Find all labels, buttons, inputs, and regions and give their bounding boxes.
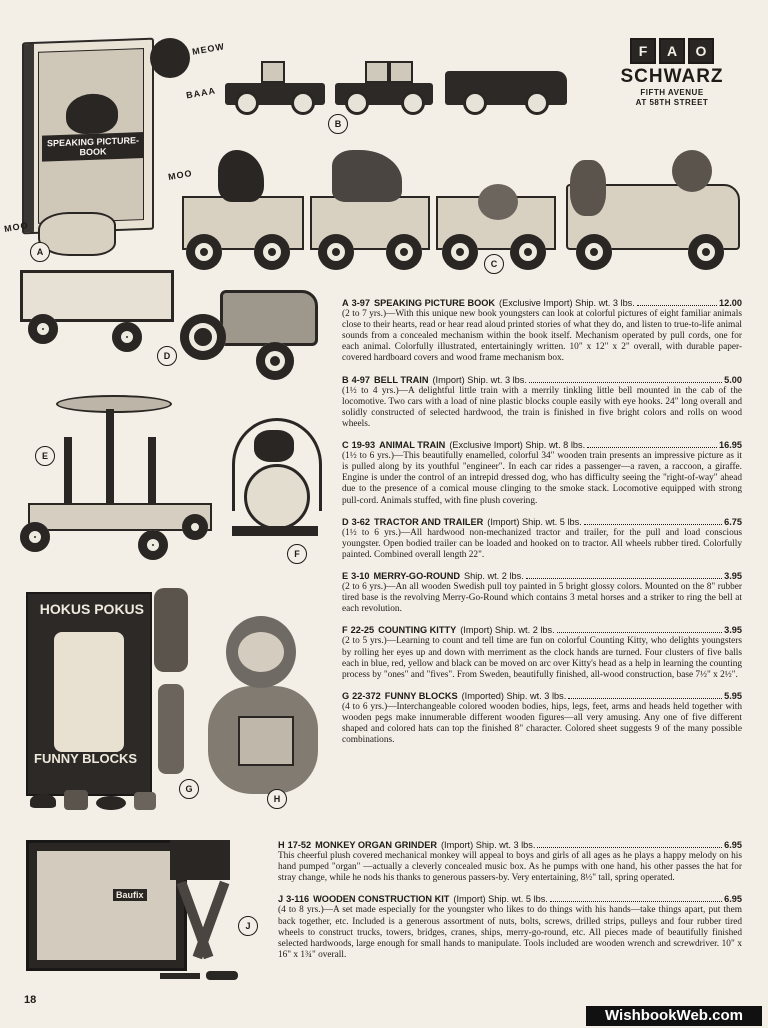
marker-j: J — [238, 916, 258, 936]
item-a — [342, 298, 742, 365]
wheel — [525, 91, 549, 115]
item-code: 17-52 — [287, 840, 312, 850]
page-number: 18 — [24, 994, 37, 1006]
wheel — [576, 234, 612, 270]
catalog-copy-upper — [342, 298, 742, 756]
marker-d: D — [157, 346, 177, 366]
brand-name: SCHWARZ — [620, 66, 724, 87]
marker-a: A — [30, 242, 50, 262]
raccoon-icon — [478, 184, 518, 220]
bell-train-illustration — [225, 60, 570, 115]
kit-lid — [170, 840, 230, 880]
toy-block — [389, 61, 413, 83]
dot-leader — [584, 524, 722, 525]
wheel — [235, 91, 259, 115]
watermark-link[interactable]: WishbookWeb.com — [586, 1006, 762, 1026]
item-name: WOODEN CONSTRUCTION KIT — [313, 894, 450, 905]
item-desc: (1½ to 4 yrs.)—A delightful little train with a merrily tinkling little bell mounted in the cab of the locomotive. Two cars with a load of nine plastic blocks couple easily with eye hooks. 24" long overall and solidly constructed of selected hardwood, the train is finished in five bright colors and rolls on wood wheels. — [342, 385, 742, 429]
wheel — [180, 314, 226, 360]
baufix-logo: Baufix — [113, 889, 147, 901]
item-name: FUNNY BLOCKS — [384, 690, 458, 701]
counting-kitty-illustration — [226, 418, 321, 538]
wooden-figures-illustration — [148, 588, 196, 788]
brand-address-2: AT 58TH STREET — [635, 98, 709, 107]
toy-block — [365, 61, 389, 83]
item-letter: G — [342, 690, 350, 701]
funny-blocks-box — [26, 592, 152, 796]
item-code: 19-93 — [351, 440, 376, 451]
item-name: TRACTOR AND TRAILER — [374, 516, 484, 527]
item-desc: (4 to 8 yrs.)—A set made especially for the youngster who likes to do things with his hands—take things apart, put them back together, etc. Included is a generous assortment of nuts, bolts, screws, drilled strips, pulleys and four rubber tired wheels to construct trucks, towers, bridges, cranes, ships, merry-go-round, etc. All pieces made of beautifully finished selected hardwoods, large enough for small hands to manipulate. Tools included are wooden wrench and screwdriver. 10" x 16" x 1¾" overall. — [278, 905, 742, 960]
item-price: 6.95 — [724, 840, 742, 850]
rooster-icon — [66, 93, 118, 135]
item-ship: (Import) Ship. wt. 2 lbs. — [460, 625, 555, 636]
item-code: 4-97 — [351, 374, 371, 385]
wheel — [510, 234, 546, 270]
wrench-icon — [206, 971, 238, 980]
wheel — [386, 234, 422, 270]
item-name: ANIMAL TRAIN — [379, 440, 446, 451]
item-price: 3.95 — [724, 625, 742, 636]
dot-leader — [637, 305, 717, 306]
clock-face-icon — [244, 464, 310, 530]
item-letter: F — [342, 625, 348, 636]
hats-and-pieces-illustration — [30, 788, 190, 814]
item-price: 6.75 — [724, 516, 742, 527]
item-name: COUNTING KITTY — [378, 625, 457, 636]
item-ship: Ship. wt. 2 lbs. — [463, 570, 524, 581]
wrench-and-screwdriver-illustration — [160, 970, 240, 982]
book-title: SPEAKING PICTURE-BOOK — [42, 132, 144, 162]
marker-g: G — [179, 779, 199, 799]
kitty-head-icon — [254, 430, 294, 462]
dot-leader — [526, 578, 722, 579]
item-f — [342, 625, 742, 680]
wheel — [442, 234, 478, 270]
item-desc: (4 to 6 yrs.)—Interchangeable colored wooden bodies, hips, legs, feet, arms and heads held together with wooden pegs make innumerable different wooden figures—all very amusing. Any one of five different shaped and colored hats can top the finished 8" character. Colored sheet suggests 9 of the many possible combinations. — [342, 701, 742, 746]
wheel — [182, 514, 208, 540]
marker-h: H — [267, 789, 287, 809]
item-d — [342, 517, 742, 561]
item-e — [342, 571, 742, 615]
item-j — [278, 894, 742, 961]
speaking-picture-book-illustration — [22, 38, 154, 235]
item-name: MERRY-GO-ROUND — [373, 570, 460, 581]
item-desc: This cheerful plush covered mechanical monkey will appeal to boys and girls of all ages as he plays a happy melody on his hand pumped "organ" —actually a cleverly concealed music box. As he pumps with one hand, his other passes the hat for stray change, while he nods his thanks to generous passers-by. Very entertaining, 8½" tall, spring operated. — [278, 851, 742, 884]
logo-letter-o: O — [688, 38, 714, 64]
item-price: 12.00 — [719, 298, 742, 308]
kit-tray — [37, 851, 176, 960]
hand-organ-icon — [238, 716, 294, 766]
giraffe-icon — [332, 150, 402, 202]
funny-blocks-box-bottom: FUNNY BLOCKS — [34, 751, 138, 766]
item-name: MONKEY ORGAN GRINDER — [315, 840, 437, 850]
animal-train-illustration — [182, 150, 738, 270]
item-name: BELL TRAIN — [374, 374, 429, 385]
item-ship: (Exclusive Import) Ship. wt. 3 lbs. — [499, 298, 635, 308]
item-desc: (2 to 5 yrs.)—Learning to count and tell time are fun on colorful Counting Kitty, who delights youngsters by rolling her eyes up and down with merriment as the clock hands are turned. Four clusters of five balls each in blue, red, yellow and black can be moved on arc over Kitty's head as a help in learning the counting process by "ones" and "fives". From Sweden, beautifully finished, all-wood construction, base 7½" x 2½". — [342, 636, 743, 680]
item-letter: D — [342, 516, 349, 527]
wheel — [138, 530, 168, 560]
item-code: 22-25 — [350, 625, 375, 636]
wheel — [463, 91, 487, 115]
toy-block — [261, 61, 285, 83]
dot-leader — [587, 447, 717, 448]
marker-e: E — [35, 446, 55, 466]
monkey-organ-grinder-illustration — [198, 616, 333, 801]
item-code: 3-97 — [351, 298, 371, 308]
wheel — [688, 234, 724, 270]
item-desc: (1½ to 6 yrs.)—All hardwood non-mechanized tractor and trailer, for the pull and load conscious youngster. Open bodied trailer can be loaded and hooked on to tractor. All wheels rubber tired. Colorfully painted. Combined overall length 22". — [342, 527, 742, 560]
item-code: 3-10 — [351, 570, 370, 581]
cat-icon — [150, 38, 190, 78]
wheel — [345, 91, 369, 115]
item-letter: B — [342, 374, 349, 385]
wheel — [291, 91, 315, 115]
monkey-face — [238, 632, 284, 672]
marker-c: C — [484, 254, 504, 274]
sound-baaa: BAAA — [185, 85, 217, 101]
dot-leader — [568, 698, 722, 699]
item-h — [278, 840, 742, 884]
wheel — [318, 234, 354, 270]
item-code: 3-116 — [286, 894, 310, 905]
tractor — [220, 290, 318, 346]
mouse-icon — [672, 150, 712, 192]
block-icon — [64, 790, 88, 810]
block-icon — [134, 792, 156, 810]
wheel — [28, 314, 58, 344]
item-letter: H — [278, 840, 285, 850]
fao-schwarz-logo — [602, 38, 742, 110]
item-price: 3.95 — [724, 570, 742, 581]
funny-blocks-box-top: HOKUS POKUS — [39, 601, 144, 617]
hat-icon — [30, 794, 56, 808]
dot-leader — [529, 382, 722, 383]
item-ship: (Exclusive Import) Ship. wt. 8 lbs. — [449, 440, 586, 451]
raven-icon — [218, 150, 264, 202]
wheel — [401, 91, 425, 115]
catalog-copy-lower — [278, 840, 742, 971]
sound-meow: MEOW — [191, 41, 226, 57]
item-desc: (2 to 6 yrs.)—An all wooden Swedish pull toy painted in 5 bright glossy colors. Mounted on the 8" rubber tired base is the revolving Merry-Go-Round which contains 3 metal horses and a striker to ring the bell at each revolution. — [342, 582, 742, 615]
sound-moo-2: MOO — [3, 219, 30, 235]
item-price: 6.95 — [724, 894, 742, 905]
wheel — [256, 342, 294, 380]
item-name: SPEAKING PICTURE BOOK — [374, 298, 496, 308]
item-price: 5.95 — [724, 690, 742, 701]
tractor-trailer-illustration — [20, 270, 320, 390]
dot-leader — [550, 901, 722, 902]
logo-letter-a: A — [659, 38, 685, 64]
item-letter: E — [342, 570, 349, 581]
item-b — [342, 375, 742, 430]
merry-go-round-illustration — [20, 385, 215, 560]
dot-leader — [537, 847, 722, 848]
item-ship: (Import) Ship. wt. 5 lbs. — [453, 894, 548, 905]
item-code: 3-62 — [351, 516, 371, 527]
item-ship: (Import) Ship. wt. 5 lbs. — [487, 516, 582, 527]
logo-letter-f: F — [630, 38, 656, 64]
item-price: 5.00 — [724, 374, 742, 385]
wheel — [254, 234, 290, 270]
sound-moo: MOO — [167, 167, 194, 183]
item-ship: (Import) Ship. wt. 3 lbs. — [440, 840, 536, 850]
item-code: 22-372 — [352, 690, 381, 701]
item-ship: (Imported) Ship. wt. 3 lbs. — [461, 690, 567, 701]
hat-icon — [96, 796, 126, 810]
wooden-figure-icon — [158, 684, 184, 774]
wheel — [20, 522, 50, 552]
item-desc: (2 to 7 yrs.)—With this unique new book youngsters can look at colorful pictures of eight familiar animals close to their hearts, read or hear read aloud printed stories of what they do, and listen to true-to-life animal sounds from a concealed mechanism within the book itself. Mechanism operated by pull cords, one for each animal. Colorfully illustrated, entertainingly written. 10" x 12" x 2" overall, with durable paper-covered hardboard covers and wood frame mechanism box. — [342, 309, 742, 364]
wheel — [186, 234, 222, 270]
item-letter: J — [278, 894, 284, 905]
construction-model-illustration — [160, 840, 240, 960]
item-g — [342, 691, 742, 746]
dog-engineer-icon — [570, 160, 606, 216]
item-letter: C — [342, 440, 349, 451]
item-desc: (1½ to 6 yrs.)—This beautifully enamelled, colorful 34" wooden train presents an impressive picture as it is pulled along by its youthful "engineer". In each car rides a passenger—a raven, a raccoon, a giraffe. Engine is under the control of an intrepid dressed dog, who has difficulty seeing the "right-of-way" ahead due to the presence of a comical mouse clinging to the smoke stack. Locomotive equipped with strong pull-cord. Animals stuffed, with fine plush covering. — [342, 451, 742, 506]
wheel — [112, 322, 142, 352]
item-price: 16.95 — [719, 440, 742, 451]
item-ship: (Import) Ship. wt. 3 lbs. — [432, 374, 527, 385]
marker-f: F — [287, 544, 307, 564]
wooden-figure-icon — [154, 588, 188, 672]
item-letter: A — [342, 298, 349, 308]
kitty-base — [232, 526, 318, 536]
clown-figure-icon — [54, 632, 124, 752]
carousel-top — [56, 395, 172, 413]
item-c — [342, 440, 742, 507]
brand-address-1: FIFTH AVENUE — [640, 88, 704, 97]
screwdriver-icon — [160, 973, 200, 979]
marker-b: B — [328, 114, 348, 134]
dot-leader — [557, 632, 722, 633]
